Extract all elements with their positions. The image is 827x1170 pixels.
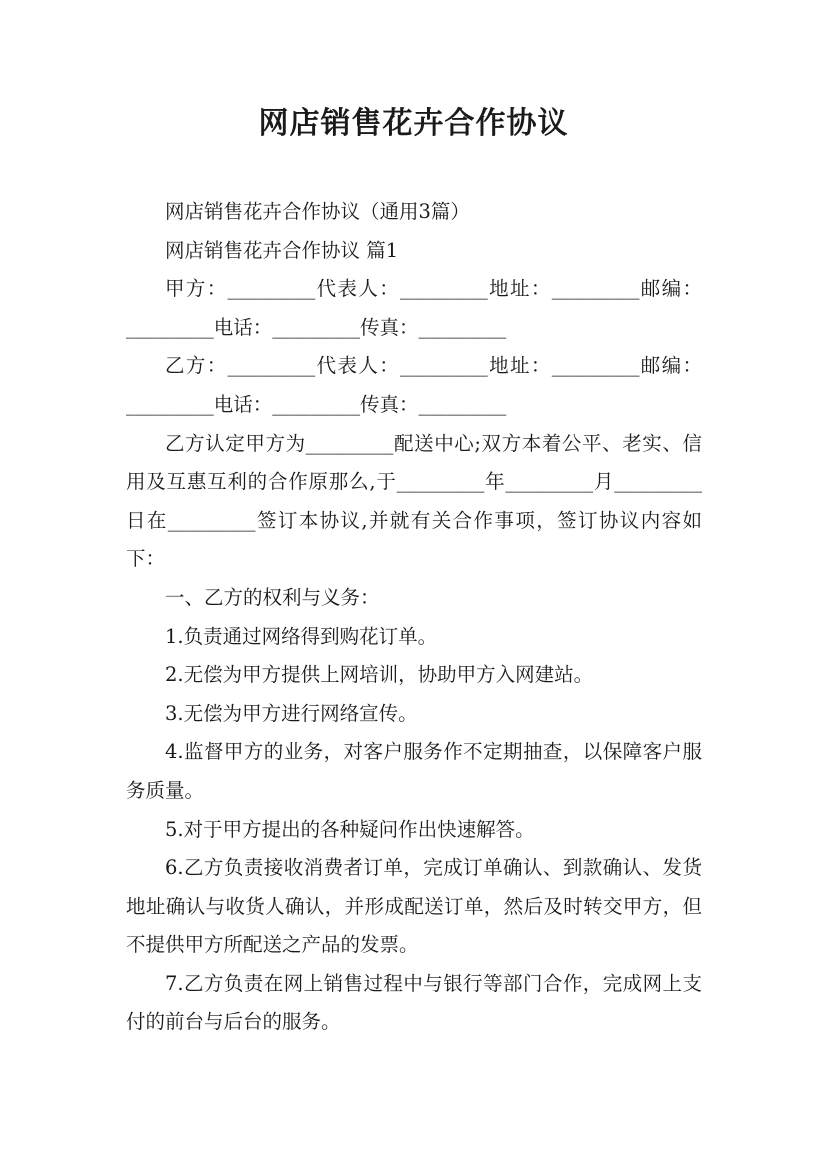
paragraph-clause-5: 5.对于甲方提出的各种疑问作出快速解答。 (165, 817, 535, 841)
paragraph-clause-7: 7.乙方负责在网上销售过程中与银行等部门合作，完成网上支付的前台与后台的服务。 (126, 971, 702, 1034)
paragraph-clause-1: 1.负责通过网络得到购花订单。 (165, 624, 438, 648)
paragraph-part-heading: 网店销售花卉合作协议 篇1 (165, 238, 399, 262)
paragraph-preamble: 乙方认定甲方为_________配送中心;双方本着公平、老实、信用及互惠互利的合作原那么,于_________年_________月_________日在_________签订本协议,并就有关合作事项，签订协议内容如下： (126, 431, 702, 571)
paragraph-clause-6: 6.乙方负责接收消费者订单，完成订单确认、到款确认、发货地址确认与收货人确认，并形成配送订单，然后及时转交甲方，但不提供甲方所配送之产品的发票。 (126, 856, 702, 957)
paragraph-subtitle: 网店销售花卉合作协议（通用3篇） (165, 200, 470, 223)
paragraph-clause-3: 3.无偿为甲方进行网络宣传。 (165, 701, 418, 725)
document-title: 网店销售花卉合作协议 (258, 106, 569, 141)
paragraph-clause-2: 2.无偿为甲方提供上网培训，协助甲方入网建站。 (165, 663, 594, 687)
document-body (126, 193, 702, 1042)
paragraph-party-b: 乙方：_________代表人：_________地址：_________邮编：_________电话：_________传真：_________ (126, 354, 702, 416)
paragraph-clause-4: 4.监督甲方的业务，对客户服务作不定期抽查，以保障客户服务质量。 (126, 740, 702, 802)
paragraph-party-a: 甲方：_________代表人：_________地址：_________邮编：_________电话：_________传真：_________ (126, 277, 702, 339)
paragraph-section-heading: 一、乙方的权利与义务： (165, 585, 380, 609)
